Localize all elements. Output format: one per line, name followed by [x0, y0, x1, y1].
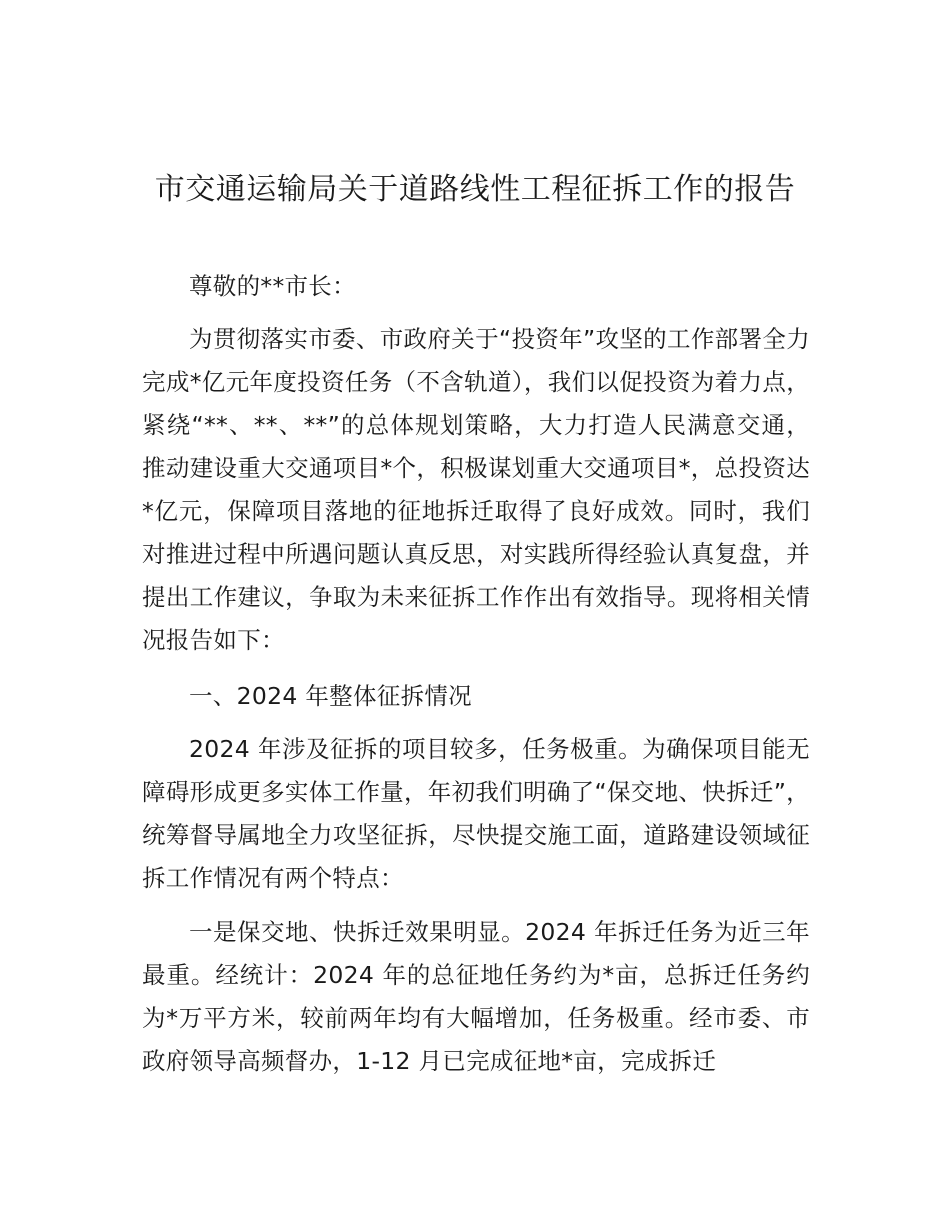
section-paragraph-feature-one: 一是保交地、快拆迁效果明显。2024 年拆迁任务为近三年最重。经统计：2024 年的总征地任务约为*亩，总拆迁任务约为*万平方米，较前两年均有大幅增加，任务极重。经市委、市政府领导高频督办，1-12 月已完成征地*亩，完成拆迁: [142, 918, 810, 1075]
salutation: 尊敬的**市长：: [189, 272, 356, 300]
document-title: 市交通运输局关于道路线性工程征拆工作的报告: [154, 172, 796, 207]
section-paragraph-overview: 2024 年涉及征拆的项目较多，任务极重。为确保项目能无障碍形成更多实体工作量，年初我们明确了“保交地、快拆迁”，统筹督导属地全力攻坚征拆，尽快提交施工面，道路建设领域征拆工作情况有两个特点：: [142, 735, 810, 892]
section-heading: 一、2024 年整体征拆情况: [189, 682, 472, 710]
intro-paragraph: 为贯彻落实市委、市政府关于“投资年”攻坚的工作部署全力完成*亿元年度投资任务（不含轨道），我们以促投资为着力点，紧绕“**、**、**”的总体规划策略，大力打造人民满意交通，推动建设重大交通项目*个，积极谋划重大交通项目*，总投资达*亿元，保障项目落地的征地拆迁取得了良好成效。同时，我们对推进过程中所遇问题认真反思，对实践所得经验认真复盘，并提出工作建议，争取为未来征拆工作作出有效指导。现将相关情况报告如下：: [142, 325, 810, 654]
